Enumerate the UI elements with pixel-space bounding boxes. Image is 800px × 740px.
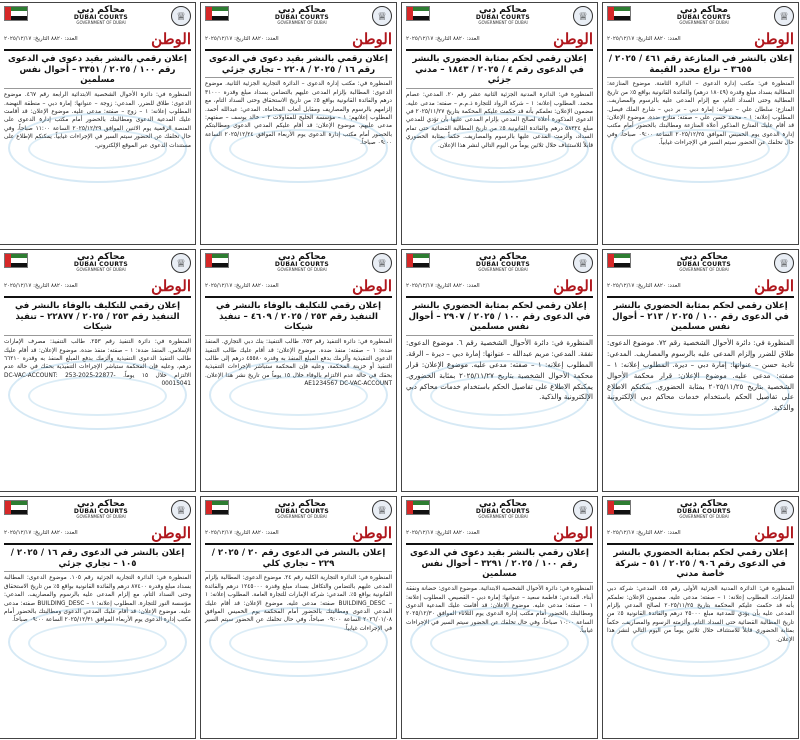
courts-name-ar: محاكم دبي bbox=[278, 499, 326, 509]
government-label: GOVERNMENT OF DUBAI bbox=[277, 20, 327, 25]
notice-title: إعلان رقمي للتكليف بالوفاء بالنشر في التنفيذ رقم ٢٥٣ / ٢٠٢٥ / ٢٢٨٧٧ – تنفيذ شيكات bbox=[4, 301, 191, 336]
uae-flag-icon bbox=[607, 6, 631, 21]
dubai-emblem-icon: ♕ bbox=[171, 500, 191, 520]
uae-flag-icon bbox=[607, 500, 631, 515]
notice-body: المنظورة في: دائرة الأحوال الشخصية رقم ٦. موضوع الدعوى: نفقة. المدعي: مريم عبدالله – عنوانها: إمارة دبي – ديرة – الرقة. المطلوب إعلانه: ١ – صفته: مدعى عليه. موضوع الإعلان: قرار محكمة الأحوال الشخصية بتاريخ ٢٠٢٥/١١/٢٧ بمثابة الحضوري. يمكنكم الاطلاع على تفاصيل الحكم باستخدام خدمات محاكم دبي الإلكترونية والذكية. bbox=[406, 339, 594, 402]
notice-header bbox=[205, 253, 392, 275]
masthead bbox=[406, 277, 593, 298]
courts-name-ar: محاكم دبي bbox=[278, 5, 326, 15]
dubai-courts-logo bbox=[28, 500, 171, 519]
courts-name-ar: محاكم دبي bbox=[680, 5, 728, 15]
watermark-ring-inner bbox=[28, 623, 167, 663]
masthead bbox=[406, 30, 593, 51]
newspaper-name: الوطن bbox=[553, 524, 593, 542]
uae-flag-icon bbox=[205, 6, 229, 21]
courts-name-en: DUBAI COURTS bbox=[73, 508, 129, 515]
courts-name-en: DUBAI COURTS bbox=[676, 14, 732, 21]
uae-flag-icon bbox=[4, 6, 28, 21]
courts-name-ar: محاكم دبي bbox=[278, 252, 326, 262]
masthead bbox=[205, 30, 392, 51]
masthead bbox=[607, 30, 794, 51]
masthead bbox=[205, 277, 392, 298]
courts-name-ar: محاكم دبي bbox=[479, 5, 527, 15]
notice-body: المنظورة في: دائرة التنفيذ رقم ٢٥٣. طالب التنفيذ: مصرف الإمارات الإسلامي. المنفذ ضده: ١ – صفته: منفذ ضده. موضوع الإعلان: قد أقام عليك طالب التنفيذ الدعوى التنفيذية وألزمك بدفع المبلغ المنفذ به وقدره ٦٦٢١٠ درهم، وعليه فإن المحكمة ستباشر الإجراءات التنفيذية بحقك في حالة عدم الالتزام خلال ١٥ يوماً. DC-VAC-ACCOUNT: 253-2025-22877-00015041 bbox=[4, 339, 192, 388]
notice-title: إعلان بالنشر في الدعوى رقم ١٦ / ٢٠٢٥ / ١٠٥ – تجاري جزئي bbox=[4, 548, 191, 572]
newspaper-name: الوطن bbox=[151, 30, 191, 48]
dubai-courts-logo bbox=[631, 253, 774, 272]
notice-header bbox=[607, 500, 794, 522]
courts-name-en: DUBAI COURTS bbox=[676, 508, 732, 515]
dubai-courts-logo bbox=[28, 6, 171, 25]
notice-title: إعلان رقمي بالنشر بقيد دعوى في الدعوى رقم ١٦ / ٢٠٢٥ / ٢٢٠٨ – تجاري جزئي bbox=[205, 54, 392, 78]
dubai-courts-logo bbox=[28, 253, 171, 272]
notice-body: المنظورة في: دائرة الأحوال الشخصية رقم ٧٢. موضوع الدعوى: طلاق للضرر وإلزام المدعى عليه بالرسوم والمصاريف. المدعي: نادية حسن – عنوانها: إمارة دبي – ديرة. المطلوب إعلانه: ١ – صفته: مدعى عليه. موضوع الإعلان: قرار محكمة الأحوال الشخصية بتاريخ ٢٠٢٥/١١/٢٥ بمثابة الحضوري. يمكنكم الاطلاع على تفاصيل الحكم باستخدام خدمات محاكم دبي الإلكترونية والذكية. bbox=[607, 339, 794, 413]
newspaper-name: الوطن bbox=[754, 277, 794, 295]
dubai-courts-logo bbox=[229, 253, 372, 272]
courts-name-ar: محاكم دبي bbox=[77, 499, 125, 509]
dubai-emblem-icon: ♕ bbox=[372, 500, 392, 520]
government-label: GOVERNMENT OF DUBAI bbox=[76, 20, 126, 25]
newspaper-name: الوطن bbox=[151, 524, 191, 542]
court-notice bbox=[401, 496, 598, 739]
notice-title: إعلان رقمي لحكم بمثابة الحضوري بالنشر في الدعوى رقم ١٠٠ / ٢٠٢٥ / ٢٩٠٧ – أحوال نفس مسلمين bbox=[406, 301, 593, 336]
issue-date: العدد: ٨٨٢٠ التاريخ: ٢٠٢٥/١٢/١٧ bbox=[406, 530, 480, 536]
court-notice bbox=[200, 2, 397, 245]
government-label: GOVERNMENT OF DUBAI bbox=[679, 20, 729, 25]
dubai-courts-logo bbox=[229, 6, 372, 25]
masthead bbox=[607, 524, 794, 545]
notice-body: المنظورة في: دائرة الأحوال الشخصية الابتدائية. موضوع الدعوى: حضانة ونفقة أبناء. المدعي: فاطمة سعيد – عنوانها: إمارة دبي – القصيص. المطلوب إعلانه: ١ – صفته: مدعى عليه. موضوع الإعلان: قد أقامت عليك المدعية الدعوى ومطالبتك بالحضور أمام مكتب إدارة الدعوى يوم الثلاثاء الموافق ٢٠٢٥/١٢/٣٠ الساعة ١٠:٠٠ صباحاً، وفي حال تخلفك عن الحضور سيتم السير في الإجراءات غيابياً. bbox=[406, 586, 593, 635]
masthead bbox=[4, 277, 191, 298]
masthead bbox=[406, 524, 593, 545]
court-notice bbox=[602, 496, 799, 739]
court-notice bbox=[200, 496, 397, 739]
issue-date: العدد: ٨٨٢٠ التاريخ: ٢٠٢٥/١٢/١٧ bbox=[607, 283, 681, 289]
government-label: GOVERNMENT OF DUBAI bbox=[76, 267, 126, 272]
courts-name-ar: محاكم دبي bbox=[77, 5, 125, 15]
dubai-emblem-icon: ♕ bbox=[774, 500, 794, 520]
newspaper-name: الوطن bbox=[352, 524, 392, 542]
notice-title: إعلان بالنشر في المنازعة رقم ٤٦١ / ٢٠٢٥ / ٣٦٥٥ – نزاع محدد القيمة bbox=[607, 54, 794, 78]
courts-name-en: DUBAI COURTS bbox=[475, 508, 531, 515]
courts-name-ar: محاكم دبي bbox=[680, 252, 728, 262]
uae-flag-icon bbox=[607, 253, 631, 268]
dubai-emblem-icon: ♕ bbox=[171, 6, 191, 26]
issue-date: العدد: ٨٨٢٠ التاريخ: ٢٠٢٥/١٢/١٧ bbox=[4, 283, 78, 289]
newspaper-name: الوطن bbox=[352, 30, 392, 48]
court-notice bbox=[602, 2, 799, 245]
dubai-emblem-icon: ♕ bbox=[171, 253, 191, 273]
issue-date: العدد: ٨٨٢٠ التاريخ: ٢٠٢٥/١٢/١٧ bbox=[205, 283, 279, 289]
issue-date: العدد: ٨٨٢٠ التاريخ: ٢٠٢٥/١٢/١٧ bbox=[406, 36, 480, 42]
notice-title: إعلان بالنشر في الدعوى رقم ٢٠ / ٢٠٢٥ / ٢٢٩ – تجاري كلي bbox=[205, 548, 392, 572]
courts-name-en: DUBAI COURTS bbox=[73, 261, 129, 268]
issue-date: العدد: ٨٨٢٠ التاريخ: ٢٠٢٥/١٢/١٧ bbox=[607, 36, 681, 42]
issue-date: العدد: ٨٨٢٠ التاريخ: ٢٠٢٥/١٢/١٧ bbox=[205, 530, 279, 536]
notice-title: إعلان رقمي لحكم بمثابة الحضوري بالنشر في الدعوى رقم ٩٠٦ / ٢٠٢٥ / ٥١ – شركة خاصة مدني bbox=[607, 548, 794, 583]
uae-flag-icon bbox=[205, 253, 229, 268]
government-label: GOVERNMENT OF DUBAI bbox=[76, 514, 126, 519]
court-notice bbox=[401, 249, 598, 492]
notice-body: المنظورة في: الدائرة المدنية الجزئية الثانية عشر رقم ٢٠. المدعي: عصام محمد. المطلوب إعلانه: ١ – شركة الرواد للتجارة ذ.م.م – صفته: مدعى عليه. مضمون الإعلان: نعلمكم بأنه قد حكمت عليكم المحكمة بتاريخ ٢٠٢٥/١١/٢٧ في الدعوى المذكورة أعلاه لصالح المدعي بإلزام المدعى عليها بأن تؤدي للمدعي مبلغ ٥٨٣٢٤ درهم والفائدة القانونية ٥٪ من تاريخ المطالبة القضائية حتى تمام السداد، وألزمت المدعى عليها بالرسوم والمصاريف. حكماً بمثابة الحضوري قابلاً للاستئناف خلال ثلاثين يوماً من اليوم التالي لنشر هذا الإعلان. bbox=[406, 92, 594, 149]
notice-header bbox=[607, 6, 794, 28]
notice-header bbox=[406, 253, 593, 275]
notice-header bbox=[4, 6, 191, 28]
notice-header bbox=[205, 500, 392, 522]
dubai-courts-logo bbox=[430, 253, 573, 272]
notice-header bbox=[406, 6, 593, 28]
court-notice bbox=[602, 249, 799, 492]
court-notice bbox=[0, 249, 196, 492]
issue-date: العدد: ٨٨٢٠ التاريخ: ٢٠٢٥/١٢/١٧ bbox=[4, 530, 78, 536]
notice-header bbox=[4, 253, 191, 275]
notice-header bbox=[406, 500, 593, 522]
notice-body: المنظورة في: مكتب إدارة الدعوى – الدائرة الثامنة. موضوع المنازعة: المطالبة بسداد مبلغ وقدره (١٨٠٤٩ درهم) والفائدة القانونية بواقع ٥٪ من تاريخ المطالبة وحتى السداد التام، مع إلزام المدعى عليه بالرسوم والمصاريف. المنازع: سلطان علي – عنوانه: إمارة دبي – بر دبي – شارع الملك فيصل. المطلوب إعلانه: ١ – محمد حسن علي – صفته: منازع ضده. موضوع الإعلان: قد أقام عليك المنازع المذكور أعلاه المنازعة ومطالبتك بالحضور أمام مكتب إدارة الدعوى يوم الخميس الموافق ٢٠٢٥/١٢/٢٥ الساعة ٠٩:٠٠ صباحاً، وفي حال تخلفك عن الحضور سيتم السير في الإجراءات غيابياً. bbox=[607, 81, 794, 147]
government-label: GOVERNMENT OF DUBAI bbox=[478, 20, 528, 25]
notice-body: المنظورة في: دائرة التنفيذ رقم ٢٥٣. طالب التنفيذ: بنك دبي التجاري. المنفذ ضده: ١ – صفته: منفذ ضده. موضوع الإعلان: قد أقام عليك طالب التنفيذ الدعوى التنفيذية وألزمك بدفع المبلغ المنفذ به وقدره ٤٥٥٨٠ درهم إلى طالب التنفيذ أو خزينة المحكمة، وعليه فإن المحكمة ستباشر الإجراءات التنفيذية بحقك في حالة عدم الالتزام بالوفاء خلال ١٥ يوماً من تاريخ نشر هذا الإعلان. AE1234567 DC-VAC-ACCOUNT bbox=[205, 339, 392, 388]
newspaper-name: الوطن bbox=[151, 277, 191, 295]
masthead bbox=[607, 277, 794, 298]
notice-title: إعلان رقمي بالنشر بقيد دعوى في الدعوى رقم ١٠٠ / ٢٠٢٥ / ٣٢٩١ – أحوال نفس مسلمين bbox=[406, 548, 593, 583]
court-notice bbox=[401, 2, 598, 245]
courts-name-en: DUBAI COURTS bbox=[475, 14, 531, 21]
newspaper-name: الوطن bbox=[553, 30, 593, 48]
notice-header bbox=[607, 253, 794, 275]
dubai-courts-logo bbox=[430, 6, 573, 25]
newspaper-name: الوطن bbox=[754, 30, 794, 48]
notice-body: المنظورة في: الدائرة التجارية الجزئية رقم ١٠٥. موضوع الدعوى: المطالبة بسداد مبلغ وقدره ٨٧٤٠٠ درهم والفائدة القانونية بواقع ٥٪ من تاريخ الاستحقاق وحتى السداد التام، مع إلزام المدعى عليه بالرسوم والمصاريف. المدعي: مؤسسة النور للتجارة. المطلوب إعلانه: ١ – BUILDING_DESC صفته: مدعى عليه. موضوع الإعلان: قد أقام عليك المدعي الدعوى ومطالبتك بالحضور أمام مكتب إدارة الدعوى يوم الأربعاء الموافق ٢٠٢٥/١٢/٣١ الساعة ٠٩:٠٠ صباحاً. bbox=[4, 575, 191, 624]
notice-body: المنظورة في: دائرة الأحوال الشخصية الابتدائية الرابعة رقم ٤٦٧. موضوع الدعوى: طلاق للضرر. المدعي: زوجة – عنوانها: إمارة دبي – منطقة النهضة. المطلوب إعلانه: ١ – زوج – صفته: مدعى عليه. موضوع الإعلان: قد أقامت عليك المدعية الدعوى ومطالبتك بالحضور أمام مكتب إدارة الدعوى على المنصة الرقمية يوم الاثنين الموافق ٢٠٢٥/١٢/٢٩ الساعة ١١:٠٠ صباحاً، وفي حال تخلفك عن الحضور سيتم السير في الإجراءات غيابياً. يمكنكم الإطلاع على مستندات الدعوى عبر الموقع الإلكتروني. bbox=[4, 92, 191, 149]
notice-body: المنظورة في: مكتب إدارة الدعوى – الدائرة التجارية الجزئية الثانية. موضوع الدعوى: المطالبة بإلزام المدعى عليهم بالتضامن بسداد مبلغ وقدره ٣١٠٠٠ درهم والفائدة القانونية بواقع ٥٪ من تاريخ الاستحقاق وحتى السداد التام، مع إلزامهم بالرسوم والمصاريف ومقابل أتعاب المحاماة. المدعي: عبدالله أحمد. المطلوب إعلانهم: ١ – مؤسسة الخليج للمقاولات ٢ – خالد يوسف – صفتهم: مدعى عليهم. موضوع الإعلان: قد أقام عليكم المدعي الدعوى ومطالبتكم بالحضور أمام مكتب إدارة الدعوى يوم الأربعاء الموافق ٢٠٢٥/١٢/٢٤ الساعة ٠٩:٠٠ صباحاً. bbox=[205, 81, 392, 147]
dubai-emblem-icon: ♕ bbox=[372, 6, 392, 26]
issue-date: العدد: ٨٨٢٠ التاريخ: ٢٠٢٥/١٢/١٧ bbox=[4, 36, 78, 42]
courts-name-en: DUBAI COURTS bbox=[274, 261, 330, 268]
courts-name-en: DUBAI COURTS bbox=[274, 14, 330, 21]
notice-title: إعلان رقمي لحكم بمثابة الحضوري بالنشر في الدعوى رقم ١٠٠ / ٢٠٢٥ / ٢١٣ – أحوال نفس مسلمين bbox=[607, 301, 794, 336]
dubai-courts-logo bbox=[631, 500, 774, 519]
government-label: GOVERNMENT OF DUBAI bbox=[679, 267, 729, 272]
dubai-courts-logo bbox=[229, 500, 372, 519]
court-notice bbox=[0, 2, 196, 245]
courts-name-ar: محاكم دبي bbox=[479, 499, 527, 509]
masthead bbox=[4, 30, 191, 51]
masthead bbox=[205, 524, 392, 545]
notice-title: إعلان رقمي بالنشر بقيد دعوى في الدعوى رقم ١٠٠ / ٢٠٢٥ / ٣٣٥١ – أحوال نفس مسلمين bbox=[4, 54, 191, 89]
notice-header bbox=[4, 500, 191, 522]
notice-body: المنظورة في: الدائرة المدنية الجزئية الأولى رقم ٤٥. المدعي: شركة دبي للعقارات. المطلوب إعلانه: ١ – صفته: مدعى عليه. مضمون الإعلان: نعلمكم بأنه قد حكمت عليكم المحكمة بتاريخ ٢٠٢٥/١١/٢٥ لصالح المدعي بإلزام المدعى عليه بأن يؤدي للمدعية مبلغ ٢٥٠٠٠ درهم والفائدة القانونية ٥٪ من تاريخ المطالبة القضائية حتى السداد التام، وألزمته الرسوم والمصاريف. حكماً بمثابة الحضوري قابلاً للاستئناف خلال ثلاثين يوماً من اليوم التالي لنشر هذا الإعلان. bbox=[607, 586, 794, 643]
dubai-emblem-icon: ♕ bbox=[573, 500, 593, 520]
courts-name-en: DUBAI COURTS bbox=[475, 261, 531, 268]
government-label: GOVERNMENT OF DUBAI bbox=[277, 514, 327, 519]
government-label: GOVERNMENT OF DUBAI bbox=[679, 514, 729, 519]
notice-title: إعلان رقمي لحكم بمثابة الحضوري بالنشر في الدعوى رقم ٤ / ٢٠٢٥ / ١٨٤٣ – مدني جزئي bbox=[406, 54, 593, 89]
government-label: GOVERNMENT OF DUBAI bbox=[277, 267, 327, 272]
newspaper-name: الوطن bbox=[754, 524, 794, 542]
issue-date: العدد: ٨٨٢٠ التاريخ: ٢٠٢٥/١٢/١٧ bbox=[607, 530, 681, 536]
issue-date: العدد: ٨٨٢٠ التاريخ: ٢٠٢٥/١٢/١٧ bbox=[205, 36, 279, 42]
court-notice bbox=[0, 496, 196, 739]
courts-name-ar: محاكم دبي bbox=[479, 252, 527, 262]
uae-flag-icon bbox=[4, 253, 28, 268]
government-label: GOVERNMENT OF DUBAI bbox=[478, 267, 528, 272]
notice-header bbox=[205, 6, 392, 28]
issue-date: العدد: ٨٨٢٠ التاريخ: ٢٠٢٥/١٢/١٧ bbox=[406, 283, 480, 289]
masthead bbox=[4, 524, 191, 545]
newspaper-name: الوطن bbox=[352, 277, 392, 295]
notice-body: المنظورة في: الدائرة التجارية الكلية رقم ٢٤. موضوع الدعوى: المطالبة بإلزام المدعى عليهم بالتضامن والتكافل بسداد مبلغ وقدره ١٢٤٥٠٠٠ درهم والفائدة القانونية بواقع ٥٪. المدعي: شركة الإمارات للتجارة العامة. المطلوب إعلانه: ١ – BUILDING_DESC صفته: مدعى عليه. موضوع الإعلان: قد أقام عليك المدعي الدعوى ومطالبتك بالحضور أمام المحكمة يوم الخميس الموافق ٢٠٢٦/٠١/٠٨ الساعة ٠٩:٠٠ صباحاً، وفي حال تخلفك عن الحضور سيتم السير في الإجراءات غيابياً. bbox=[205, 575, 393, 632]
dubai-courts-logo bbox=[631, 6, 774, 25]
dubai-emblem-icon: ♕ bbox=[573, 6, 593, 26]
court-notice bbox=[200, 249, 397, 492]
dubai-emblem-icon: ♕ bbox=[372, 253, 392, 273]
uae-flag-icon bbox=[406, 6, 430, 21]
courts-name-ar: محاكم دبي bbox=[77, 252, 125, 262]
dubai-emblem-icon: ♕ bbox=[774, 253, 794, 273]
newspaper-name: الوطن bbox=[553, 277, 593, 295]
government-label: GOVERNMENT OF DUBAI bbox=[478, 514, 528, 519]
notice-title: إعلان رقمي للتكليف بالوفاء بالنشر في التنفيذ رقم ٢٥٣ / ٢٠٢٥ / ٤٦٠٩ – تنفيذ شيكات bbox=[205, 301, 392, 336]
dubai-emblem-icon: ♕ bbox=[573, 253, 593, 273]
uae-flag-icon bbox=[205, 500, 229, 515]
courts-name-ar: محاكم دبي bbox=[680, 499, 728, 509]
uae-flag-icon bbox=[406, 253, 430, 268]
dubai-emblem-icon: ♕ bbox=[774, 6, 794, 26]
courts-name-en: DUBAI COURTS bbox=[676, 261, 732, 268]
courts-name-en: DUBAI COURTS bbox=[274, 508, 330, 515]
uae-flag-icon bbox=[4, 500, 28, 515]
courts-name-en: DUBAI COURTS bbox=[73, 14, 129, 21]
uae-flag-icon bbox=[406, 500, 430, 515]
dubai-courts-logo bbox=[430, 500, 573, 519]
